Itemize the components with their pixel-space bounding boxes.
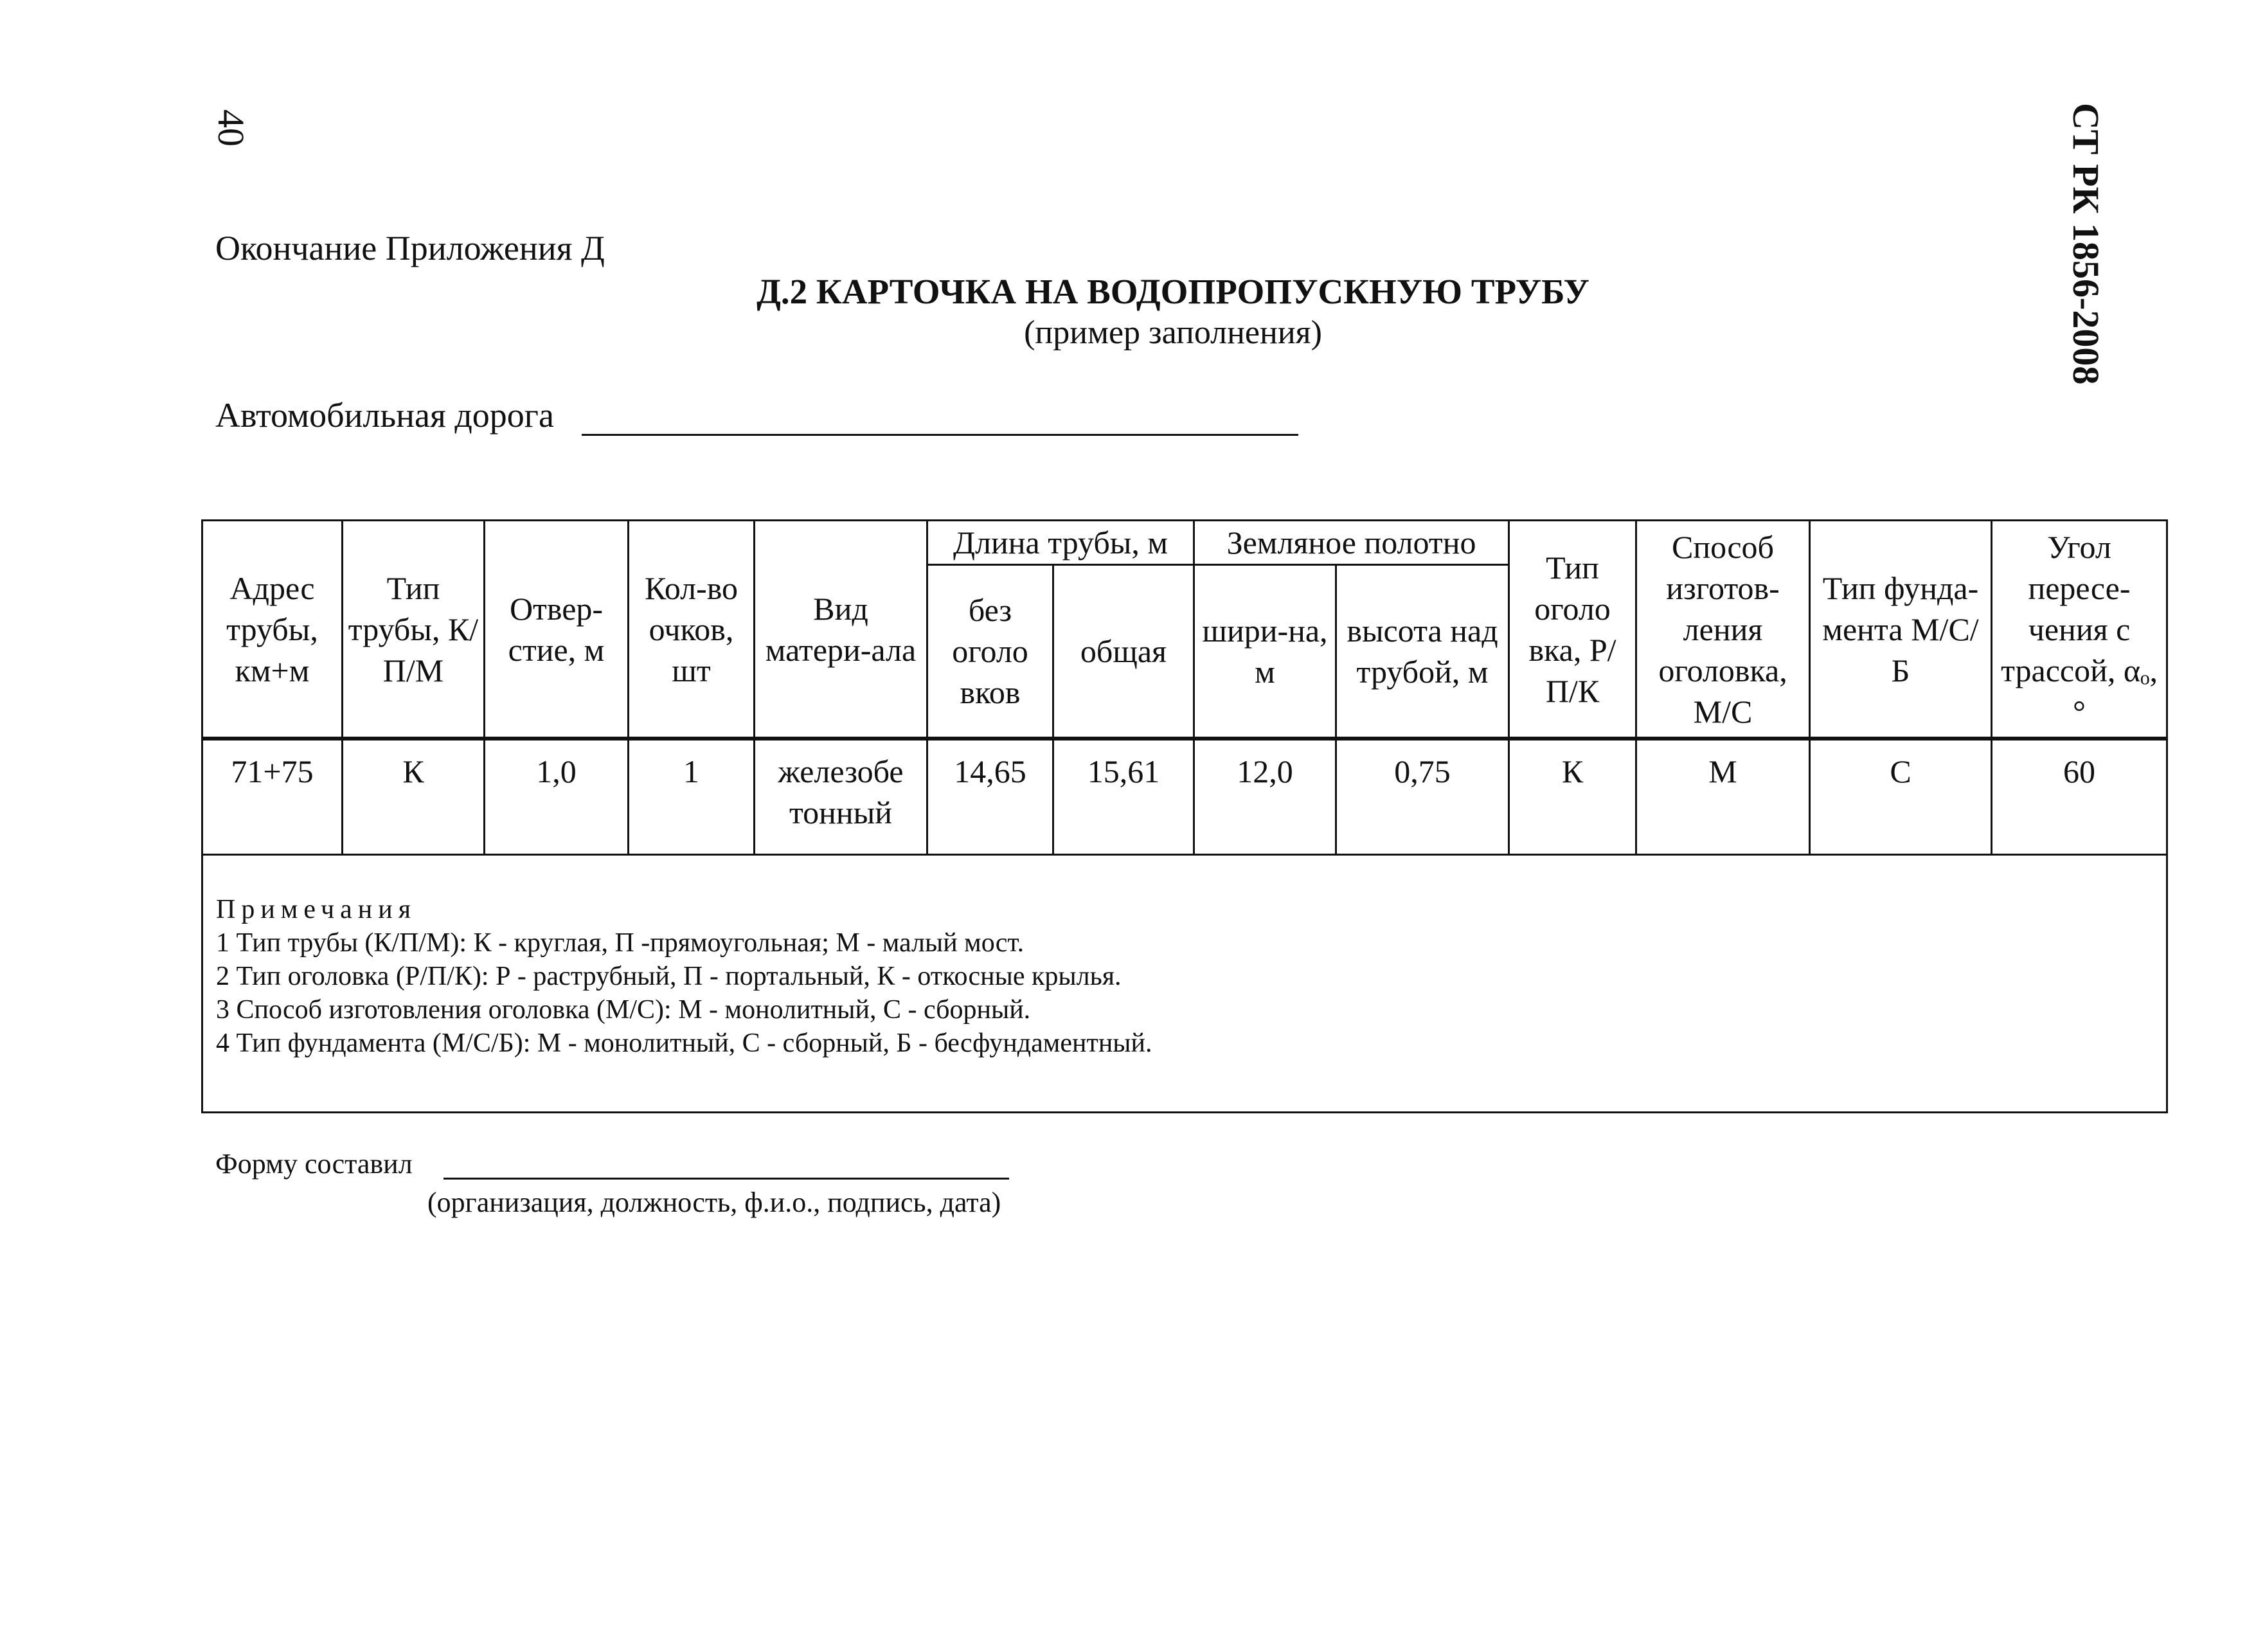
cell-count: 1 <box>629 739 755 855</box>
composer-label: Форму составил <box>215 1148 413 1180</box>
header-width: шири-на, м <box>1194 565 1336 739</box>
appendix-end-caption: Окончание Приложения Д <box>215 229 605 267</box>
notes-cell <box>202 855 2167 1113</box>
cell-opening: 1,0 <box>485 739 629 855</box>
header-opening: Отвер-стие, м <box>485 521 629 739</box>
composer-fill-line <box>443 1178 1009 1180</box>
header-row-1 <box>202 521 2167 565</box>
cell-head-type: К <box>1509 739 1636 855</box>
cell-width: 12,0 <box>1194 739 1336 855</box>
cell-length-total: 15,61 <box>1053 739 1194 855</box>
note-item: 4 Тип фундамента (М/С/Б): М - монолитный, С - сборный, Б - бесфундаментный. <box>216 1028 1152 1058</box>
pipe-card-table <box>201 519 2168 1113</box>
cell-angle: 60 <box>1992 739 2167 855</box>
header-address: Адрес трубы, км+м <box>202 521 343 739</box>
header-angle: Угол пересе-чения с трассой, αₒ, ° <box>1992 521 2167 739</box>
composer-hint: (организация, должность, ф.и.о., подпись, дата) <box>427 1187 1001 1218</box>
header-foundation: Тип фунда-мента М/С/Б <box>1810 521 1992 739</box>
note-item: 1 Тип трубы (К/П/М): К - круглая, П -прямоугольная; М - малый мост. <box>216 928 1025 958</box>
header-earthwork-group: Земляное полотно <box>1194 521 1509 565</box>
note-item: 3 Способ изготовления оголовка (М/С): М - монолитный, С - сборный. <box>216 995 1031 1025</box>
header-pipe-type: Тип трубы, К/П/М <box>343 521 485 739</box>
header-count: Кол-во очков, шт <box>629 521 755 739</box>
cell-foundation: С <box>1810 739 1992 855</box>
road-fill-line <box>582 434 1298 436</box>
header-length-total: общая <box>1053 565 1194 739</box>
cell-method: М <box>1636 739 1810 855</box>
header-pipe-length-group: Длина трубы, м <box>927 521 1194 565</box>
cell-length-without: 14,65 <box>927 739 1053 855</box>
standard-code: СТ РК 1856-2008 <box>2065 103 2107 385</box>
header-height: высота над трубой, м <box>1336 565 1509 739</box>
card-title: Д.2 КАРТОЧКА НА ВОДОПРОПУСКНУЮ ТРУБУ <box>756 272 1589 311</box>
notes-row <box>202 855 2167 1113</box>
header-length-without: без оголо вков <box>927 565 1053 739</box>
table-row <box>202 739 2167 855</box>
notes-title: Примечания <box>216 895 417 924</box>
card-subtitle: (пример заполнения) <box>1024 314 1322 351</box>
cell-address: 71+75 <box>202 739 343 855</box>
cell-pipe-type: К <box>343 739 485 855</box>
cell-material: железобе тонный <box>755 739 927 855</box>
page-number: 40 <box>210 109 252 147</box>
header-material: Вид матери-ала <box>755 521 927 739</box>
header-method: Способ изготов-ления оголовка, М/С <box>1636 521 1810 739</box>
road-label: Автомобильная дорога <box>215 396 554 435</box>
cell-height: 0,75 <box>1336 739 1509 855</box>
note-item: 2 Тип оголовка (Р/П/К): Р - раструбный, П - портальный, К - откосные крылья. <box>216 962 1122 991</box>
header-head-type: Тип оголо вка, Р/П/К <box>1509 521 1636 739</box>
